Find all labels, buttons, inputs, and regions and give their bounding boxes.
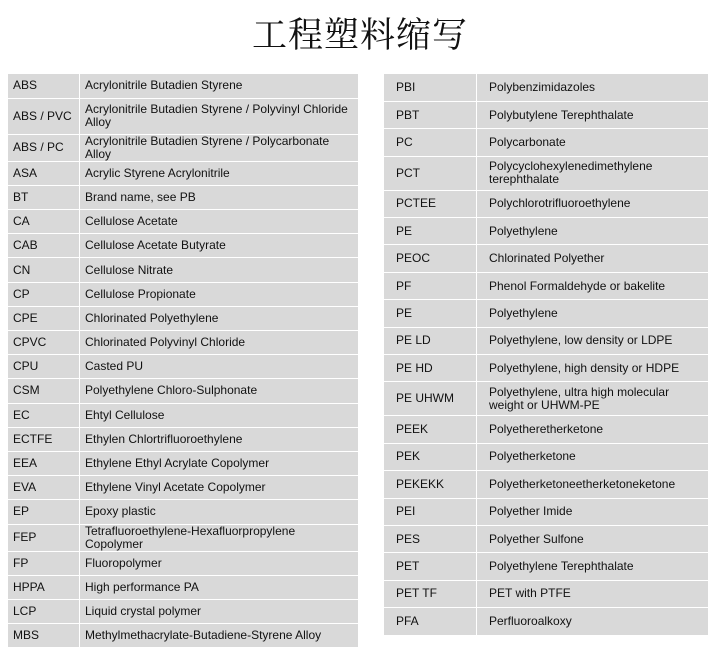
table-row (8, 306, 358, 330)
abbreviation-cell: ABS / PC (8, 134, 80, 161)
table-row (8, 355, 358, 379)
table-row (8, 551, 358, 575)
full-name-cell: Ethylene Ethyl Acrylate Copolymer (80, 451, 359, 475)
table-row (8, 624, 358, 648)
full-name-cell: Polyethylene (477, 218, 709, 245)
full-name-cell: Polyethylene (477, 300, 709, 327)
full-name-cell: Cellulose Nitrate (80, 258, 359, 282)
table-row (384, 498, 708, 525)
abbreviation-cell: CN (8, 258, 80, 282)
table-row (8, 500, 358, 524)
table-row (8, 427, 358, 451)
abbreviation-cell: PE UHWM (384, 382, 477, 416)
full-name-cell: Perfluoroalkoxy (477, 608, 709, 635)
full-name-cell: Polycarbonate (477, 129, 709, 156)
table-row (8, 74, 358, 98)
full-name-cell: Methylmethacrylate-Butadiene-Styrene Alloy (80, 624, 359, 648)
table-row (8, 282, 358, 306)
table-row (384, 608, 708, 635)
table-row (8, 258, 358, 282)
abbreviation-cell: PE HD (384, 355, 477, 382)
full-name-cell: Liquid crystal polymer (80, 599, 359, 623)
abbreviation-cell: PE LD (384, 327, 477, 354)
table-row (8, 331, 358, 355)
abbreviation-cell: CAB (8, 234, 80, 258)
table-row (384, 272, 708, 299)
abbreviation-cell: CA (8, 210, 80, 234)
abbreviation-cell: PET TF (384, 580, 477, 607)
full-name-cell: Polyether Imide (477, 498, 709, 525)
table-row (8, 476, 358, 500)
abbreviation-cell: PF (384, 272, 477, 299)
abbreviation-cell: CP (8, 282, 80, 306)
table-row (384, 580, 708, 607)
abbreviation-cell: PE (384, 300, 477, 327)
table-row (8, 98, 358, 134)
abbreviation-cell: PBI (384, 74, 477, 101)
abbreviation-cell: FP (8, 551, 80, 575)
abbreviation-cell: PCT (384, 156, 477, 190)
abbreviation-cell: CSM (8, 379, 80, 403)
full-name-cell: Polyethylene, low density or LDPE (477, 327, 709, 354)
full-name-cell: Acrylonitrile Butadien Styrene / Polycarbonate Alloy (80, 134, 359, 161)
full-name-cell: High performance PA (80, 575, 359, 599)
abbreviation-cell: EP (8, 500, 80, 524)
abbreviation-cell: PFA (384, 608, 477, 635)
table-row (8, 161, 358, 185)
abbreviation-cell: FEP (8, 524, 80, 551)
full-name-cell: Acrylic Styrene Acrylonitrile (80, 161, 359, 185)
abbreviation-cell: BT (8, 185, 80, 209)
full-name-cell: Fluoropolymer (80, 551, 359, 575)
abbreviation-cell: PEEK (384, 416, 477, 443)
full-name-cell: Polybutylene Terephthalate (477, 101, 709, 128)
abbreviation-cell: ABS (8, 74, 80, 98)
abbreviation-cell: PBT (384, 101, 477, 128)
full-name-cell: Cellulose Acetate (80, 210, 359, 234)
full-name-cell: Chlorinated Polyether (477, 245, 709, 272)
full-name-cell: Ethylen Chlortrifluoroethylene (80, 427, 359, 451)
full-name-cell: Polychlorotrifluoroethylene (477, 190, 709, 217)
full-name-cell: Polybenzimidazoles (477, 74, 709, 101)
table-row (384, 416, 708, 443)
full-name-cell: Chlorinated Polyethylene (80, 306, 359, 330)
full-name-cell: Polycyclohexylenedimethylene terephthalate (477, 156, 709, 190)
full-name-cell: Cellulose Acetate Butyrate (80, 234, 359, 258)
table-row (384, 218, 708, 245)
table-row (8, 451, 358, 475)
table-row (384, 156, 708, 190)
table-row (8, 379, 358, 403)
full-name-cell: PET with PTFE (477, 580, 709, 607)
table-row (8, 134, 358, 161)
table-row (8, 185, 358, 209)
abbreviation-cell: PEI (384, 498, 477, 525)
abbreviation-cell: MBS (8, 624, 80, 648)
table-row (8, 403, 358, 427)
table-row (8, 210, 358, 234)
full-name-cell: Epoxy plastic (80, 500, 359, 524)
abbreviation-cell: EEA (8, 451, 80, 475)
full-name-cell: Brand name, see PB (80, 185, 359, 209)
abbreviation-cell: PCTEE (384, 190, 477, 217)
abbreviation-cell: PES (384, 525, 477, 552)
abbreviation-cell: PC (384, 129, 477, 156)
full-name-cell: Polyether Sulfone (477, 525, 709, 552)
full-name-cell: Cellulose Propionate (80, 282, 359, 306)
table-row (384, 525, 708, 552)
abbreviation-cell: PEOC (384, 245, 477, 272)
full-name-cell: Acrylonitrile Butadien Styrene (80, 74, 359, 98)
abbreviation-cell: ABS / PVC (8, 98, 80, 134)
table-row (384, 245, 708, 272)
table-row (384, 443, 708, 470)
abbreviation-cell: HPPA (8, 575, 80, 599)
abbreviation-cell: CPE (8, 306, 80, 330)
abbreviation-cell: PEKEKK (384, 471, 477, 498)
table-row (384, 471, 708, 498)
full-name-cell: Tetrafluoroethylene-Hexafluorpropylene Copolymer (80, 524, 359, 551)
table-row (384, 327, 708, 354)
abbreviation-cell: CPVC (8, 331, 80, 355)
full-name-cell: Polyetherketoneetherketoneketone (477, 471, 709, 498)
abbreviation-table-right (384, 74, 708, 636)
table-row (384, 190, 708, 217)
table-row (384, 300, 708, 327)
abbreviation-cell: CPU (8, 355, 80, 379)
abbreviation-cell: EC (8, 403, 80, 427)
table-row (384, 101, 708, 128)
table-row (8, 575, 358, 599)
table-row (8, 599, 358, 623)
table-row (384, 382, 708, 416)
full-name-cell: Polyethylene, ultra high molecular weight or UHWM-PE (477, 382, 709, 416)
full-name-cell: Phenol Formaldehyde or bakelite (477, 272, 709, 299)
abbreviation-cell: PEK (384, 443, 477, 470)
abbreviation-cell: PE (384, 218, 477, 245)
full-name-cell: Ethylene Vinyl Acetate Copolymer (80, 476, 359, 500)
table-row (384, 74, 708, 101)
table-row (8, 524, 358, 551)
table-row (384, 129, 708, 156)
abbreviation-table-left (8, 74, 358, 648)
full-name-cell: Polyethylene Chloro-Sulphonate (80, 379, 359, 403)
table-row (384, 355, 708, 382)
abbreviation-cell: PET (384, 553, 477, 580)
full-name-cell: Polyetherketone (477, 443, 709, 470)
abbreviation-cell: EVA (8, 476, 80, 500)
abbreviation-cell: ECTFE (8, 427, 80, 451)
table-row (8, 234, 358, 258)
full-name-cell: Acrylonitrile Butadien Styrene / Polyvinyl Chloride Alloy (80, 98, 359, 134)
table-row (384, 553, 708, 580)
page-title: 工程塑料缩写 (251, 16, 468, 56)
full-name-cell: Polyethylene Terephthalate (477, 553, 709, 580)
full-name-cell: Polyetheretherketone (477, 416, 709, 443)
abbreviation-cell: LCP (8, 599, 80, 623)
full-name-cell: Ehtyl Cellulose (80, 403, 359, 427)
abbreviation-cell: ASA (8, 161, 80, 185)
full-name-cell: Polyethylene, high density or HDPE (477, 355, 709, 382)
full-name-cell: Casted PU (80, 355, 359, 379)
full-name-cell: Chlorinated Polyvinyl Chloride (80, 331, 359, 355)
